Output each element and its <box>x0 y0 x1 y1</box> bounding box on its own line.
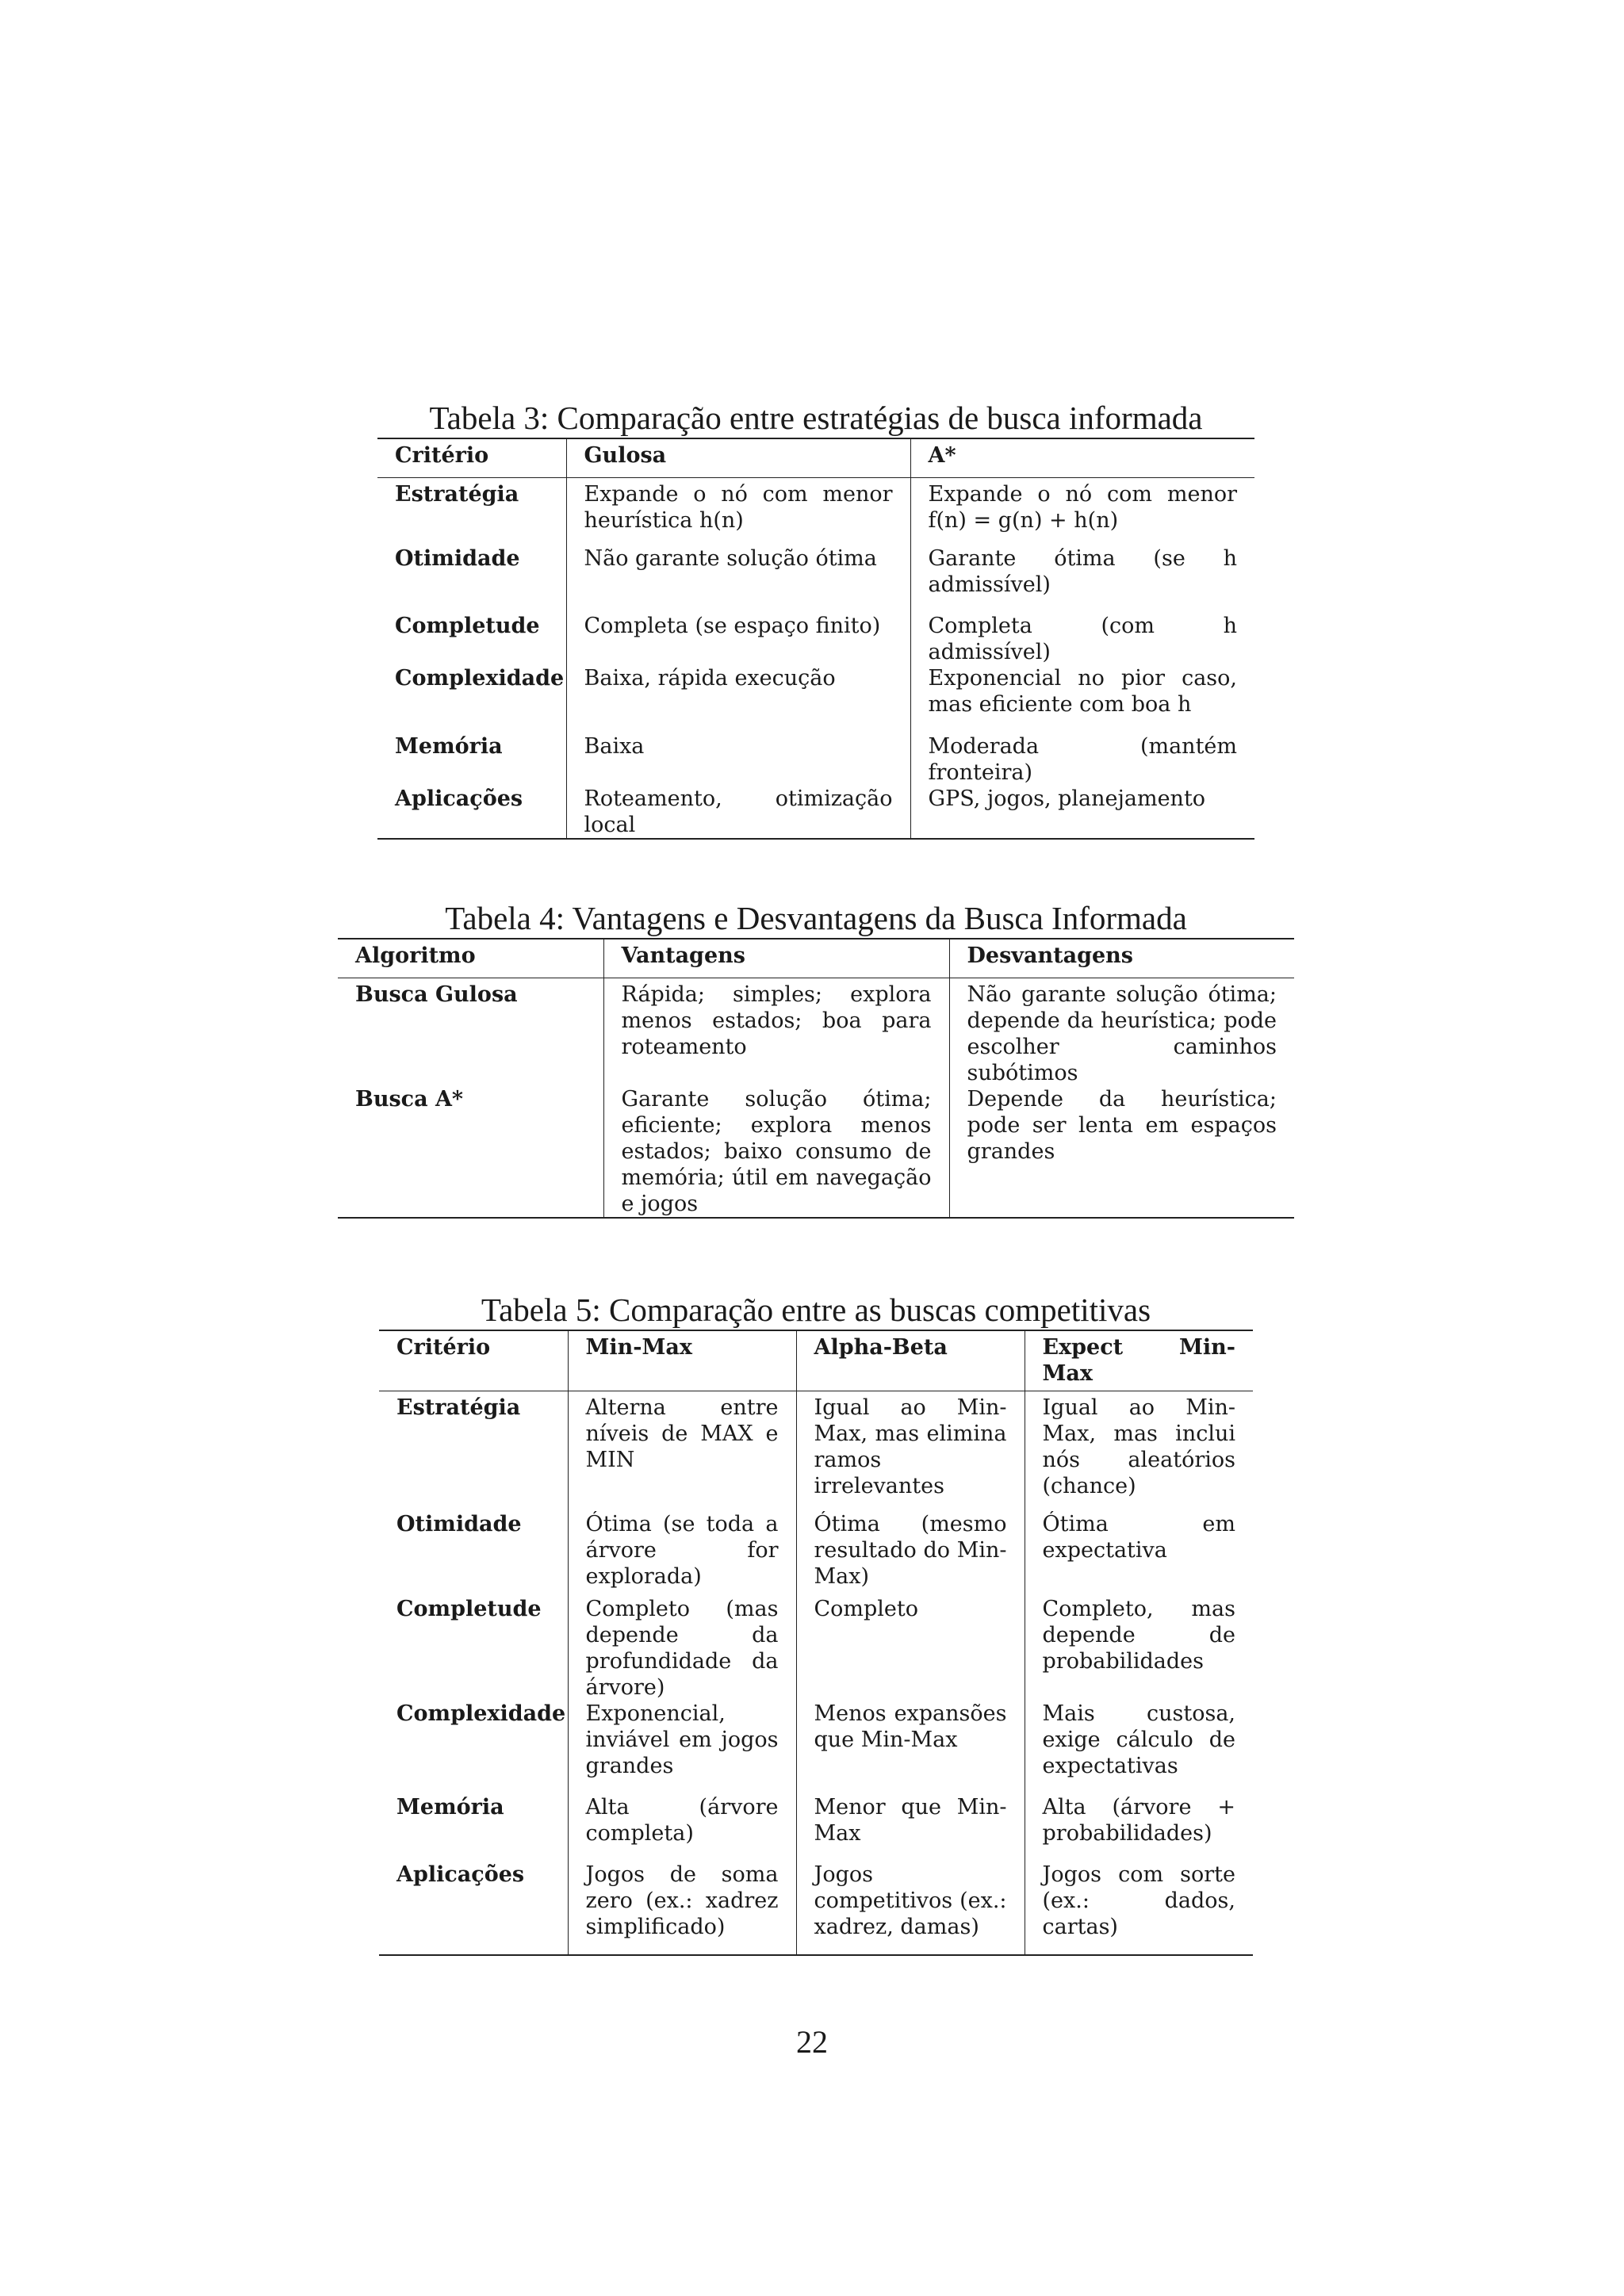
page-number: 22 <box>796 2024 828 2060</box>
row-label: Memória <box>395 733 503 759</box>
table-cell: Menos expansões que Min-Max <box>796 1701 1025 1794</box>
column-header: Expect Min-Max <box>1025 1330 1253 1391</box>
row-label: Otimidade <box>396 1512 522 1536</box>
table-cell: Alta (árvore completa) <box>568 1794 796 1862</box>
table-cell: Completo <box>796 1596 1025 1701</box>
row-label: Estratégia <box>395 482 519 507</box>
row-label: Completude <box>396 1597 542 1621</box>
table-cell: Ótima (mesmo resultado do Min-Max) <box>796 1511 1025 1596</box>
table-cell: Ótima (se toda a árvore for explorada) <box>568 1511 796 1596</box>
column-header: Desvantagens <box>949 939 1294 978</box>
table-cell: Completo, mas depende de probabilidades <box>1025 1596 1253 1701</box>
table-cell: Igual ao Min-Max, mas elimina ramos irrelevantes <box>796 1391 1025 1511</box>
table-cell: Alterna entre níveis de MAX e MIN <box>568 1391 796 1511</box>
table-row <box>377 786 1254 839</box>
table-cell: Garante solução ótima; eficiente; explora menos estados; baixo consumo de memória; útil em navegação e jogos <box>603 1086 949 1218</box>
table-row <box>338 1086 1294 1218</box>
table-cell: Roteamento, otimização local <box>566 786 910 839</box>
table-row <box>377 613 1254 665</box>
table-caption: Tabela 4: Vantagens e Desvantagens da Busca Informada <box>445 900 1187 936</box>
row-label: Busca A* <box>355 1087 464 1112</box>
table-cell: Alta (árvore + probabilidades) <box>1025 1794 1253 1862</box>
table-cell: Não garante solução ótima; depende da heurística; pode escolher caminhos subótimos <box>949 978 1294 1087</box>
table-cell: Não garante solução ótima <box>566 545 910 613</box>
table-caption: Tabela 3: Comparação entre estratégias de busca informada <box>429 400 1203 436</box>
row-label: Complexidade <box>395 665 565 691</box>
table-cell: GPS, jogos, planejamento <box>910 786 1254 839</box>
table-cell: Igual ao Min-Max, mas inclui nós aleatórios (chance) <box>1025 1391 1253 1511</box>
comparison-table <box>379 1330 1253 1956</box>
table-cell: Completo (mas depende da profundidade da árvore) <box>568 1596 796 1701</box>
table-row <box>377 478 1254 545</box>
table-cell: Jogos de soma zero (ex.: xadrez simplificado) <box>568 1862 796 1955</box>
column-header: Gulosa <box>566 438 910 478</box>
column-header: Critério <box>396 1335 491 1360</box>
table-cell: Jogos com sorte (ex.: dados, cartas) <box>1025 1862 1253 1955</box>
row-label: Busca Gulosa <box>355 982 518 1007</box>
table-cell: Completa (se espaço finito) <box>566 613 910 665</box>
table-row <box>379 1794 1253 1862</box>
column-header: Algoritmo <box>355 943 476 968</box>
table-row <box>379 1511 1253 1596</box>
row-label: Otimidade <box>395 545 520 571</box>
table-cell: Menor que Min-Max <box>796 1794 1025 1862</box>
table-row <box>379 1596 1253 1701</box>
table-row <box>379 1701 1253 1794</box>
table-cell: Expande o nó com menor heurística h(n) <box>566 478 910 545</box>
column-header: Critério <box>395 443 489 468</box>
table-cell: Mais custosa, exige cálculo de expectativas <box>1025 1701 1253 1794</box>
table-cell: Baixa <box>566 733 910 786</box>
table-header-row <box>338 939 1294 978</box>
table-row <box>338 978 1294 1087</box>
table-cell: Completa (com h admissível) <box>910 613 1254 665</box>
column-header: Min-Max <box>568 1330 796 1391</box>
table-caption: Tabela 5: Comparação entre as buscas competitivas <box>481 1292 1151 1328</box>
table-header-row <box>379 1330 1253 1391</box>
row-label: Aplicações <box>395 786 523 811</box>
row-label: Memória <box>396 1795 504 1820</box>
table-cell: Baixa, rápida execução <box>566 665 910 733</box>
row-label: Completude <box>395 613 540 638</box>
table-cell: Exponencial no pior caso, mas eficiente com boa h <box>910 665 1254 733</box>
row-label: Aplicações <box>396 1862 525 1887</box>
table-cell: Garante ótima (se h admissível) <box>910 545 1254 613</box>
table-cell: Exponencial, inviável em jogos grandes <box>568 1701 796 1794</box>
comparison-table <box>377 438 1254 840</box>
table-cell: Depende da heurística; pode ser lenta em espaços grandes <box>949 1086 1294 1218</box>
table-row <box>379 1862 1253 1955</box>
table-cell: Jogos competitivos (ex.: xadrez, damas) <box>796 1862 1025 1955</box>
column-header: Alpha-Beta <box>796 1330 1025 1391</box>
table-cell: Expande o nó com menor f(n) = g(n) + h(n) <box>910 478 1254 545</box>
table-row <box>377 545 1254 613</box>
table-cell: Ótima em expectativa <box>1025 1511 1253 1596</box>
comparison-table <box>338 938 1294 1219</box>
table-row <box>377 733 1254 786</box>
column-header: A* <box>910 438 1254 478</box>
row-label: Estratégia <box>396 1395 521 1420</box>
row-label: Complexidade <box>396 1701 566 1726</box>
table-row <box>377 665 1254 733</box>
table-cell: Rápida; simples; explora menos estados; boa para roteamento <box>603 978 949 1087</box>
table-cell: Moderada (mantém fronteira) <box>910 733 1254 786</box>
column-header: Vantagens <box>603 939 949 978</box>
table-row <box>379 1391 1253 1511</box>
table-header-row <box>377 438 1254 478</box>
